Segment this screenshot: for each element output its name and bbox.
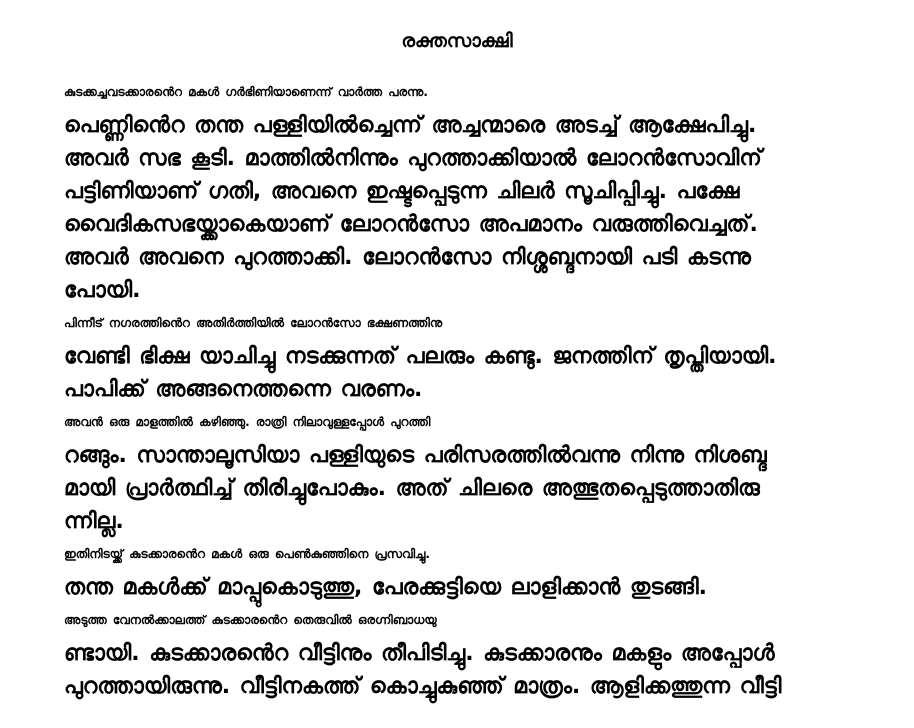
text-line: പെണ്ണിൻെറ തന്ത പള്ളിയിൽച്ചെന്ന് അച്ചന്മാരെ അടച്ച് ആക്ഷേപിച്ചു. [64, 113, 757, 138]
text-line: വൈദികസഭയ്ക്കാകെയാണ് ലോറൻസോ അപമാനം വരുത്തിവെച്ചത്. [64, 212, 758, 237]
text-line: തന്ത മകൾക്ക് മാപ്പുകൊടുത്തു, പേരക്കുട്ടിയെ ലാളിക്കാൻ തുടങ്ങി. [64, 575, 707, 600]
text-line: ന്നില്ല. [64, 509, 124, 534]
text-line: അവർ സഭ കൂടി. മാത്തിൽനിന്നും പുറത്താക്കിയാൽ ലോറൻസോവിന് [64, 146, 762, 171]
text-line: പാപിക്ക് അങ്ങനെത്തന്നെ വരണം. [64, 377, 423, 402]
text-line: പുറത്തായിരുന്നു. വീട്ടിനകത്ത് കൊച്ചുകുഞ്ഞ് മാത്രം. ആളിക്കത്തുന്ന വീട്ടി [64, 674, 782, 699]
text-line: അടുത്ത വേനൽക്കാലത്ത് കുടക്കാരൻെറ തെരുവിൽ ഒരഗ്നിബാധയു [64, 613, 437, 627]
text-line: കുടക്കച്ചവടക്കാരൻെറ മകൾ ഗർഭിണിയാണെന്ന് വാർത്ത പരന്നു. [64, 85, 428, 99]
text-line: റങ്ങും. സാന്താലൂസിയാ പള്ളിയുടെ പരിസരത്തിൽവന്നു നിന്നു നിശബ്ദ [64, 443, 767, 468]
text-line: വേണ്ടി ഭിക്ഷ യാചിച്ചു നടക്കുന്നത് പലരും കണ്ടു. ജനത്തിന് തൃപ്തിയായി. [64, 344, 777, 369]
paragraph-3 [20, 406, 894, 538]
text-line: ണ്ടായി. കുടക്കാരൻെറ വീട്ടിനും തീപിടിച്ചു. കുടക്കാരനും മകളും അപ്പോൾ [64, 641, 775, 666]
paragraph-2 [20, 307, 894, 406]
page-title: രക്തസാക്ഷി [401, 30, 513, 52]
text-line: പോയി. [64, 278, 141, 303]
text-line: പട്ടിണിയാണ് ഗതി, അവനെ ഇഷ്ടപ്പെടുന്ന ചിലർ സൂചിപ്പിച്ചു. പക്ഷേ [64, 179, 740, 204]
text-line: മായി പ്രാർത്ഥിച്ച് തിരിച്ചുപോകും. അത് ചിലരെ അത്ഭുതപ്പെടുത്താതിരു [64, 476, 760, 501]
text-line: അവൻ ഒരു മാളത്തിൽ കഴിഞ്ഞു. രാത്രി നിലാവുള്ളപ്പോൾ പുറത്തി [64, 415, 431, 429]
paragraph-4 [20, 538, 894, 604]
text-line: പിന്നീട് നഗരത്തിൻെറ അതിർത്തിയിൽ ലോറൻസോ ഭക്ഷണത്തിനു [64, 316, 443, 330]
text-line: ഇതിനിടയ്ക്ക് കുടക്കാരൻെറ മകൾ ഒരു പെൺകുഞ്ഞിനെ പ്രസവിച്ചു. [64, 547, 430, 561]
paragraph-1 [20, 76, 894, 307]
paragraph-5 [20, 604, 894, 703]
text-line: അവർ അവനെ പുറത്താക്കി. ലോറൻസോ നിശ്ശബ്ദനായി പടി കടന്നു [64, 245, 751, 270]
